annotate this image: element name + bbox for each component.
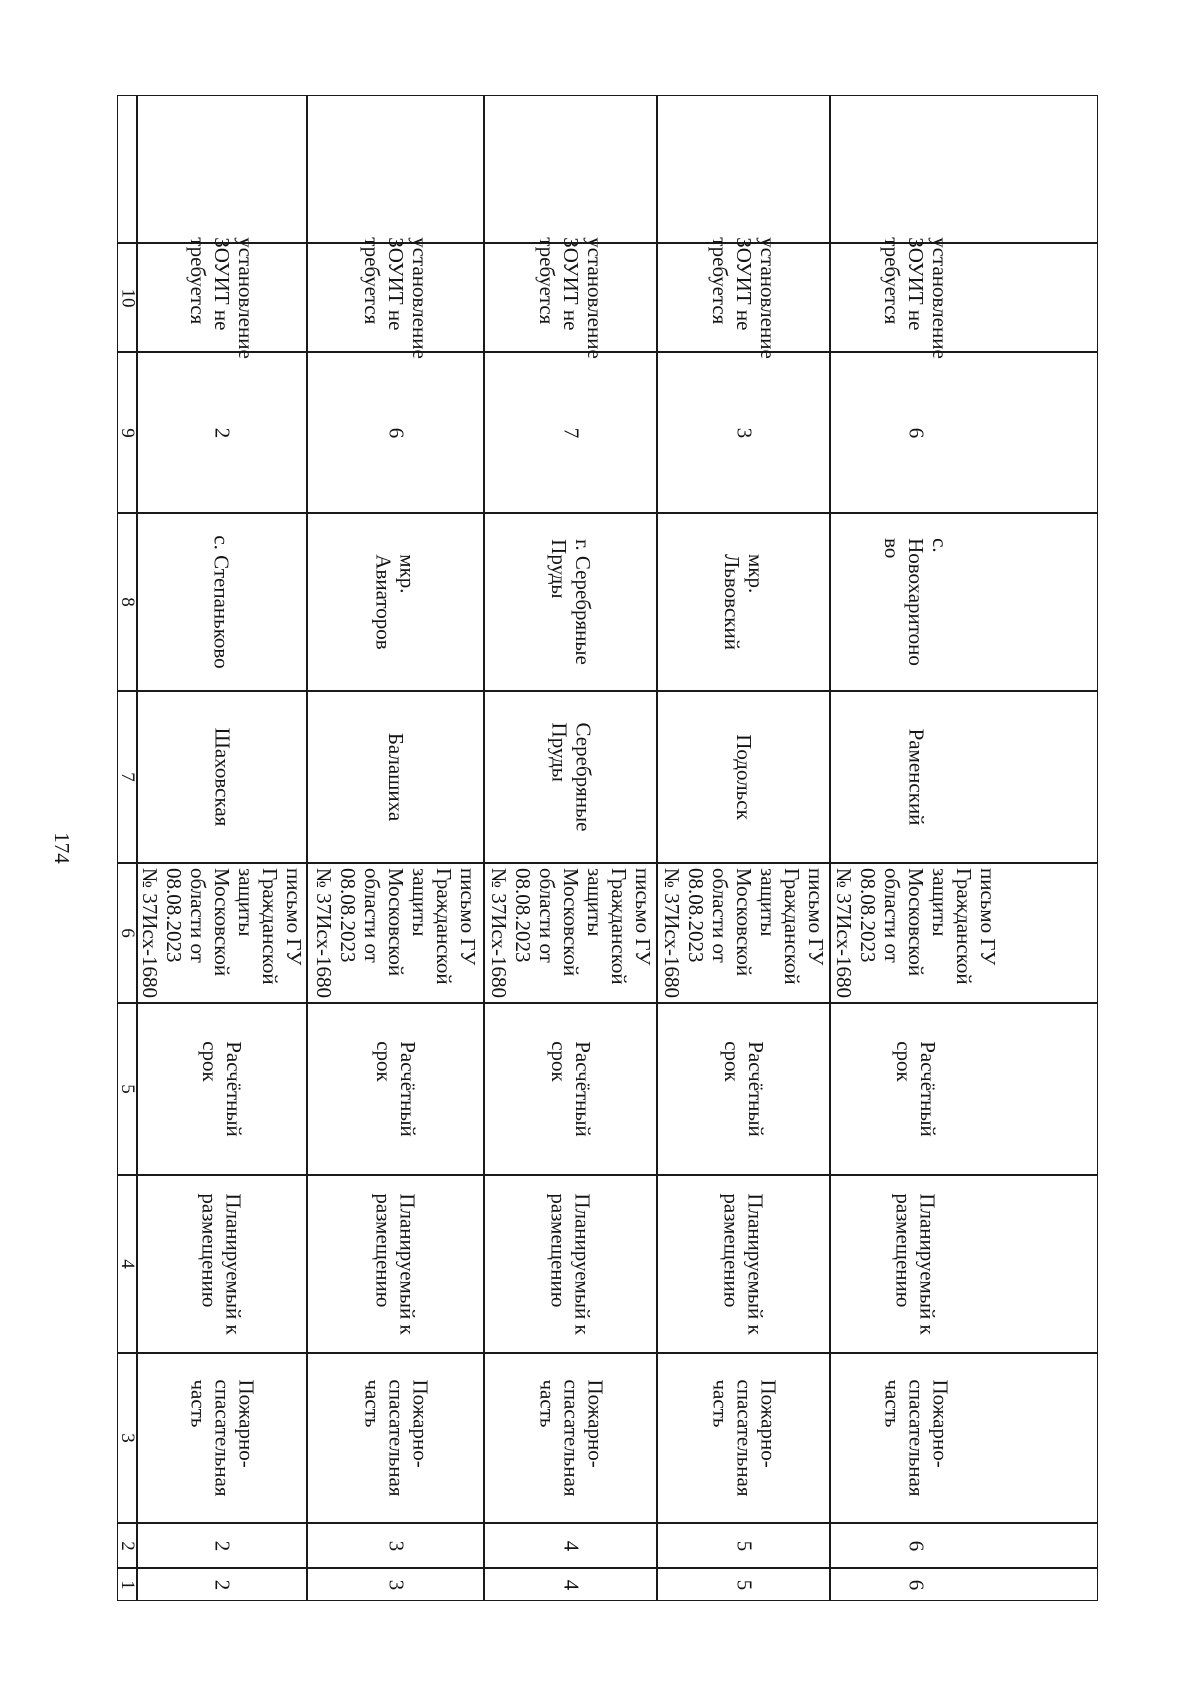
table-cell-text: с. Степаньково <box>210 535 234 669</box>
row-divider <box>306 95 308 1601</box>
table-cell-text: 6 <box>904 427 928 438</box>
table-cell-text: письмо ГУ Гражданской защиты Московской области от 08.08.2023 № 37Исх-1680 <box>138 868 306 998</box>
row-divider <box>656 95 658 1601</box>
page-number: 174 <box>50 832 74 864</box>
table-cell-text: Расчётный срок <box>892 1041 941 1137</box>
column-divider <box>117 862 1098 864</box>
table-cell-text: 2 <box>210 427 234 438</box>
table-cell-text: установление ЗОУИТ не требуется <box>708 236 780 359</box>
column-number-header-text: 9 <box>117 427 138 438</box>
column-number-header-text: 8 <box>117 597 138 607</box>
table-cell-text: Планируемый к размещению <box>720 1193 768 1335</box>
table-cell-text: Расчётный срок <box>720 1041 769 1137</box>
column-number-header-text: 7 <box>117 772 138 782</box>
column-divider <box>117 1002 1098 1004</box>
table-cell-text: 4 <box>559 1540 583 1551</box>
table-cell-text: 3 <box>384 1579 408 1590</box>
table-cell-text: Пожарно- спасательная часть <box>880 1379 953 1497</box>
column-divider <box>117 1567 1098 1569</box>
column-divider <box>117 1522 1098 1524</box>
row-divider <box>829 95 831 1601</box>
table-cell-text: 3 <box>732 427 756 438</box>
column-number-header-text: 5 <box>117 1084 138 1094</box>
table-cell-text: письмо ГУ Гражданской защиты Московской области от 08.08.2023 № 37Исх-1680 <box>660 868 828 998</box>
table-cell-text: 2 <box>210 1540 234 1551</box>
table-cell-text: Планируемый к размещению <box>198 1193 246 1335</box>
column-divider <box>117 512 1098 514</box>
table-cell-text: мкр. Львовский <box>720 554 769 650</box>
column-number-header-text: 6 <box>117 928 138 938</box>
column-divider <box>117 1174 1098 1176</box>
table-cell-text: 2 <box>210 1579 234 1590</box>
table-cell-text: Расчётный срок <box>198 1041 247 1137</box>
table-cell-text: Планируемый к размещению <box>372 1193 420 1335</box>
column-divider <box>117 1352 1098 1354</box>
table-cell-text: Пожарно- спасательная часть <box>360 1379 433 1497</box>
table-cell-text: г. Серебряные Пруды <box>547 539 596 665</box>
table-cell-text: мкр. Авиаторов <box>372 554 421 650</box>
row-divider <box>483 95 485 1601</box>
row-divider <box>136 95 138 1601</box>
table-cell-text: Пожарно- спасательная часть <box>535 1379 608 1497</box>
table-cell-text: Пожарно- спасательная часть <box>186 1379 259 1497</box>
column-number-header-text: 2 <box>117 1540 138 1551</box>
table-cell-text: письмо ГУ Гражданской защиты Московской области от 08.08.2023 № 37Исх-1680 <box>832 868 1000 998</box>
table-cell-text: 6 <box>384 427 408 438</box>
table-cell-text: установление ЗОУИТ не требуется <box>360 236 432 359</box>
table-cell-text: с. Новохаритоно во <box>880 538 952 666</box>
table-cell-text: 7 <box>559 427 583 438</box>
table-cell-text: 5 <box>732 1540 756 1551</box>
table-cell-text: 6 <box>904 1540 928 1551</box>
table-cell-text: Расчётный срок <box>372 1041 421 1137</box>
table-cell-text: Серебряные Пруды <box>547 722 596 832</box>
table-cell-text: установление ЗОУИТ не требуется <box>880 236 952 359</box>
column-divider <box>117 690 1098 692</box>
table-cell-text: Расчётный срок <box>547 1041 596 1137</box>
table-cell-text: Планируемый к размещению <box>547 1193 595 1335</box>
table-cell-text: Балашиха <box>384 732 409 822</box>
column-number-header-text: 3 <box>117 1433 138 1443</box>
table-cell-text: 4 <box>559 1579 583 1590</box>
column-number-header-text: 4 <box>117 1259 138 1269</box>
table-cell-text: Планируемый к размещению <box>892 1193 940 1335</box>
table-cell-text: 3 <box>384 1540 408 1551</box>
table-cell-text: Шаховская <box>210 727 234 827</box>
table-cell-text: Раменский <box>904 728 929 826</box>
table-cell-text: Пожарно- спасательная часть <box>708 1379 781 1497</box>
table-cell-text: письмо ГУ Гражданской защиты Московской области от 08.08.2023 № 37Исх-1680 <box>487 868 655 998</box>
table-cell-text: 5 <box>732 1579 756 1590</box>
column-number-header-text: 1 <box>117 1579 138 1590</box>
table-cell-text: установление ЗОУИТ не требуется <box>186 236 258 359</box>
table-cell-text: письмо ГУ Гражданской защиты Московской области от 08.08.2023 № 37Исх-1680 <box>312 868 480 998</box>
table-cell-text: 6 <box>904 1579 928 1590</box>
table-cell-text: Подольск <box>732 734 756 820</box>
table-cell-text: установление ЗОУИТ не требуется <box>535 236 607 359</box>
column-number-header-text: 10 <box>117 288 138 307</box>
